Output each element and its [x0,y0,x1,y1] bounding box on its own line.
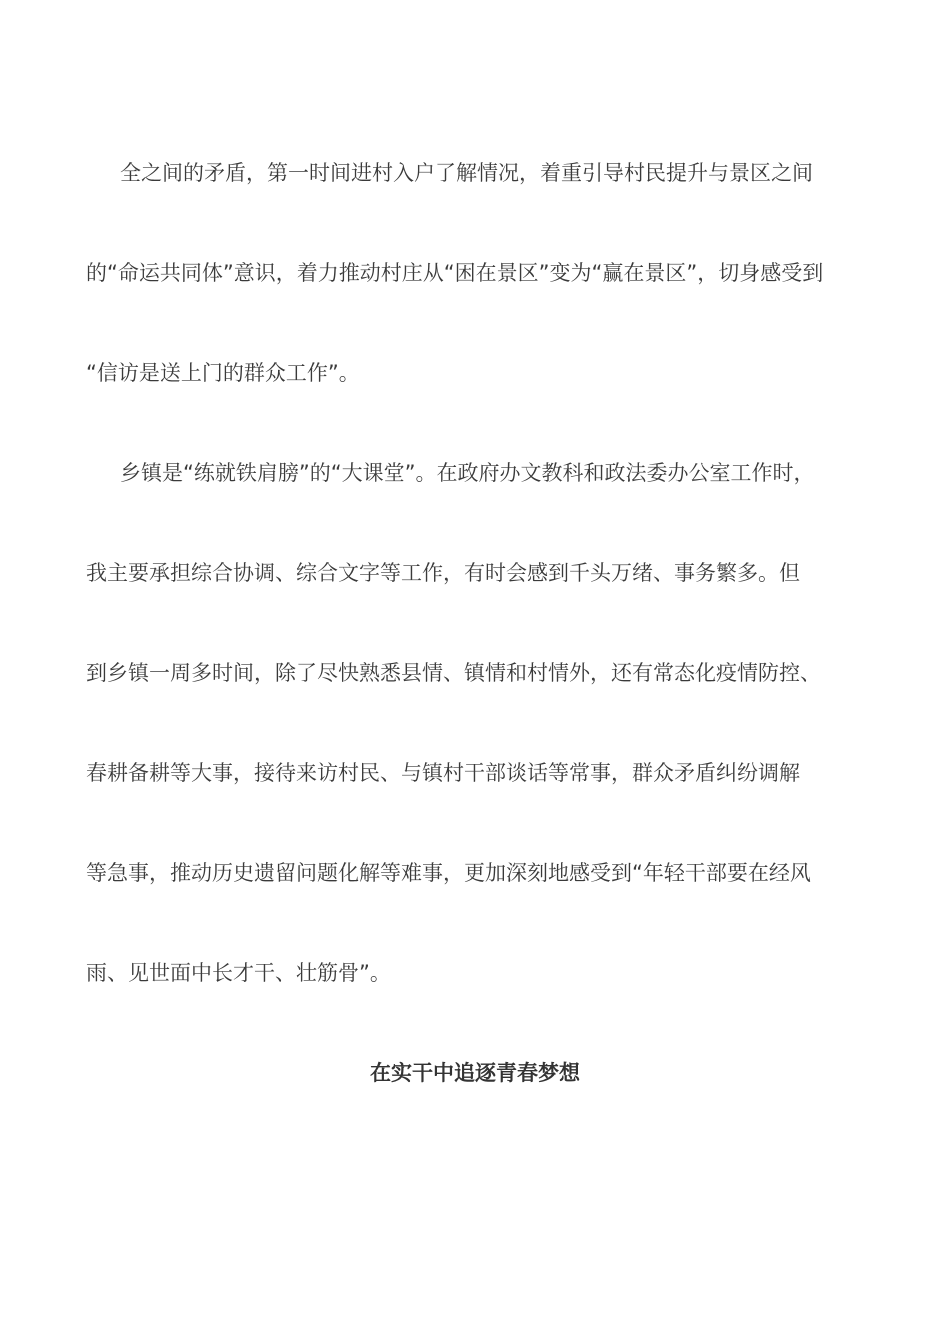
paragraph-2-line-2: 我主要承担综合协调、综合文字等工作，有时会感到千头万绪、事务繁多。但 [86,561,800,585]
paragraph-1-line-1: 全之间的矛盾，第一时间进村入户了解情况，着重引导村民提升与景区之间 [120,161,813,185]
paragraph-1-line-3: “信访是送上门的群众工作”。 [86,361,360,385]
paragraph-2-line-4: 春耕备耕等大事，接待来访村民、与镇村干部谈话等常事，群众矛盾纠纷调解 [86,761,800,785]
paragraph-2-line-1: 乡镇是“练就铁肩膀”的“大课堂”。在政府办文教科和政法委办公室工作时， [120,461,815,485]
paragraph-2-line-5: 等急事，推动历史遗留问题化解等难事，更加深刻地感受到“年轻干部要在经风 [86,861,811,885]
paragraph-1-line-2: 的“命运共同体”意识，着力推动村庄从“困在景区”变为“赢在景区”，切身感受到 [86,261,824,285]
section-heading: 在实干中追逐青春梦想 [370,1061,580,1085]
paragraph-2-line-6: 雨、见世面中长才干、壮筋骨”。 [86,961,391,985]
paragraph-2-line-3: 到乡镇一周多时间，除了尽快熟悉县情、镇情和村情外，还有常态化疫情防控、 [86,661,821,685]
